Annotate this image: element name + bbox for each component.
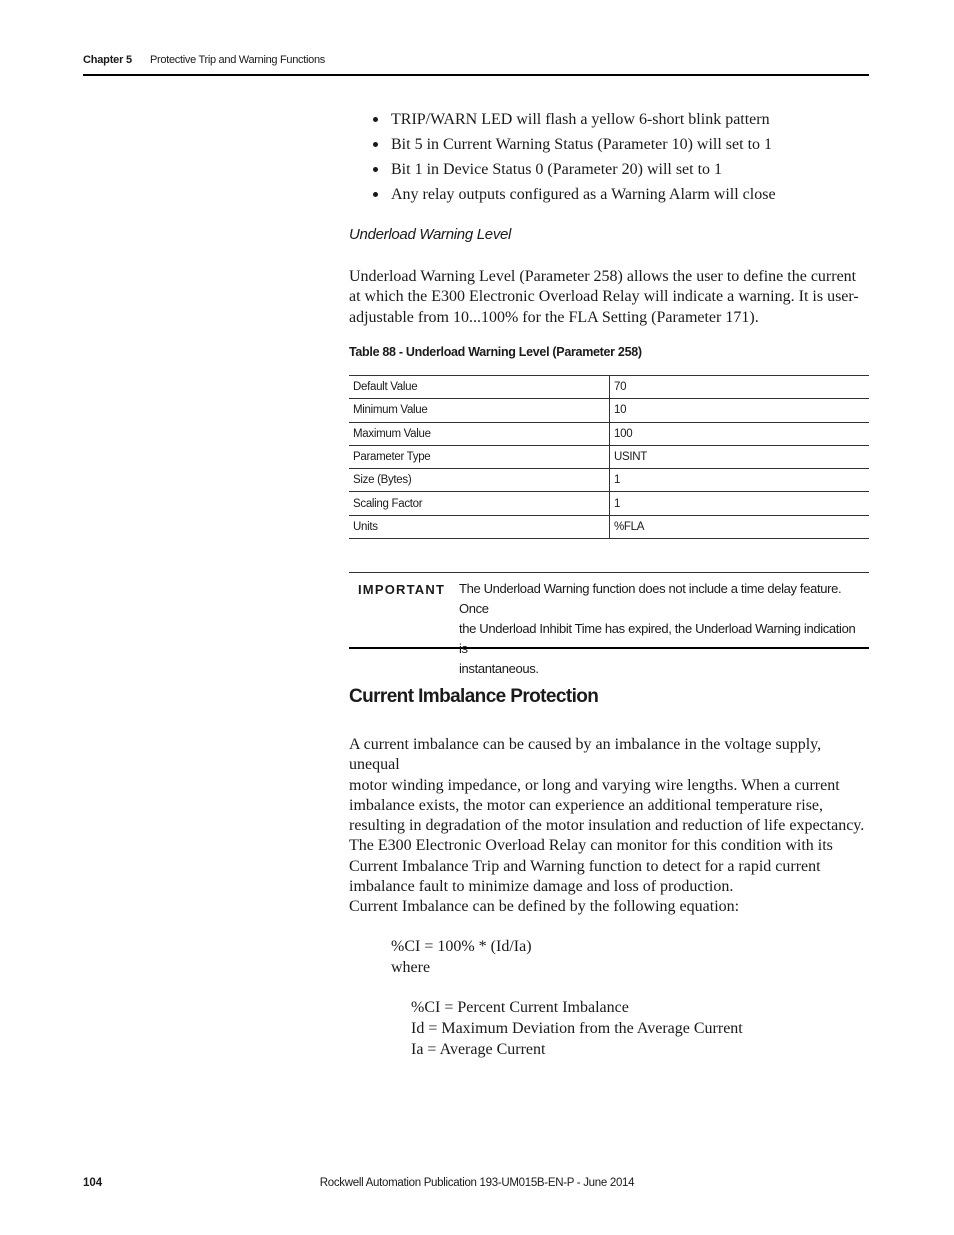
paragraph-line: adjustable from 10...100% for the FLA Setting (Parameter 171). <box>349 308 759 326</box>
note-line: the Underload Inhibit Time has expired, the Underload Warning indication is <box>459 621 856 656</box>
equation: %CI = 100% * (Id/Ia) <box>391 938 532 955</box>
paragraph-line: at which the E300 Electronic Overload Relay will indicate a warning. It is user- <box>349 288 859 306</box>
page-number: 104 <box>83 1177 103 1189</box>
list-item: TRIP/WARN LED will flash a yellow 6-short blink pattern <box>349 107 869 132</box>
table-cell-key: Minimum Value <box>349 399 610 422</box>
chapter-title: Protective Trip and Warning Functions <box>150 54 325 66</box>
table-cell-key: Default Value <box>349 376 610 399</box>
imbalance-paragraph <box>349 735 871 897</box>
page-header <box>83 54 869 76</box>
definition-id: Id = Maximum Deviation from the Average Current <box>411 1020 743 1037</box>
list-item: Any relay outputs configured as a Warning Alarm will close <box>349 182 869 207</box>
warning-effects-list <box>349 107 869 207</box>
table-cell-key: Units <box>349 515 610 538</box>
table-cell-key: Maximum Value <box>349 422 610 445</box>
bullet-icon <box>373 142 378 147</box>
table-cell-key: Scaling Factor <box>349 492 610 515</box>
paragraph-line: The E300 Electronic Overload Relay can monitor for this condition with its <box>349 837 833 855</box>
footer-publication: Rockwell Automation Publication 193-UM015B-EN-P - June 2014 <box>319 1177 635 1189</box>
parameter-table <box>349 375 869 539</box>
table-cell-value: 1 <box>610 492 870 515</box>
important-label: IMPORTANT <box>358 582 446 597</box>
table-row <box>349 445 869 468</box>
bullet-icon <box>373 167 378 172</box>
paragraph-line: Current Imbalance Trip and Warning function to detect for a rapid current <box>349 857 821 875</box>
section-heading: Current Imbalance Protection <box>349 686 599 707</box>
definition-ia: Ia = Average Current <box>411 1041 546 1058</box>
paragraph-line: resulting in degradation of the motor insulation and reduction of life expectancy. <box>349 817 865 835</box>
paragraph-line: imbalance exists, the motor can experience an additional temperature rise, <box>349 796 824 814</box>
table-cell-value: 70 <box>610 376 870 399</box>
table-cell-key: Parameter Type <box>349 445 610 468</box>
table-caption: Table 88 - Underload Warning Level (Parameter 258) <box>349 345 642 359</box>
header-rule <box>83 74 869 76</box>
equation-where: where <box>391 959 431 976</box>
note-line: The Underload Warning function does not include a time delay feature. Once <box>459 581 842 616</box>
underload-paragraph <box>349 267 871 328</box>
table-cell-key: Size (Bytes) <box>349 469 610 492</box>
table-row <box>349 515 869 538</box>
underload-subheading: Underload Warning Level <box>349 226 512 243</box>
paragraph-line: imbalance fault to minimize damage and loss of production. <box>349 878 734 896</box>
equation-intro: Current Imbalance can be defined by the following equation: <box>349 898 740 915</box>
paragraph-line: motor winding impedance, or long and varying wire lengths. When a current <box>349 776 840 794</box>
table-cell-value: USINT <box>610 445 870 468</box>
important-text <box>459 579 864 679</box>
table-cell-value: %FLA <box>610 515 870 538</box>
bullet-icon <box>373 117 378 122</box>
list-item: Bit 1 in Device Status 0 (Parameter 20) will set to 1 <box>349 157 869 182</box>
definition-ci: %CI = Percent Current Imbalance <box>411 999 629 1016</box>
bullet-icon <box>373 192 378 197</box>
table-row <box>349 376 869 399</box>
table-cell-value: 100 <box>610 422 870 445</box>
important-note <box>349 572 869 676</box>
paragraph-line: A current imbalance can be caused by an imbalance in the voltage supply, unequal <box>349 736 822 774</box>
chapter-label: Chapter 5 <box>83 54 132 66</box>
list-item: Bit 5 in Current Warning Status (Parameter 10) will set to 1 <box>349 132 869 157</box>
table-row <box>349 492 869 515</box>
table-row <box>349 469 869 492</box>
table-row <box>349 422 869 445</box>
paragraph-line: Underload Warning Level (Parameter 258) allows the user to define the current <box>349 268 857 285</box>
table-row <box>349 399 869 422</box>
table-cell-value: 10 <box>610 399 870 422</box>
table-cell-value: 1 <box>610 469 870 492</box>
note-line: instantaneous. <box>459 661 539 676</box>
